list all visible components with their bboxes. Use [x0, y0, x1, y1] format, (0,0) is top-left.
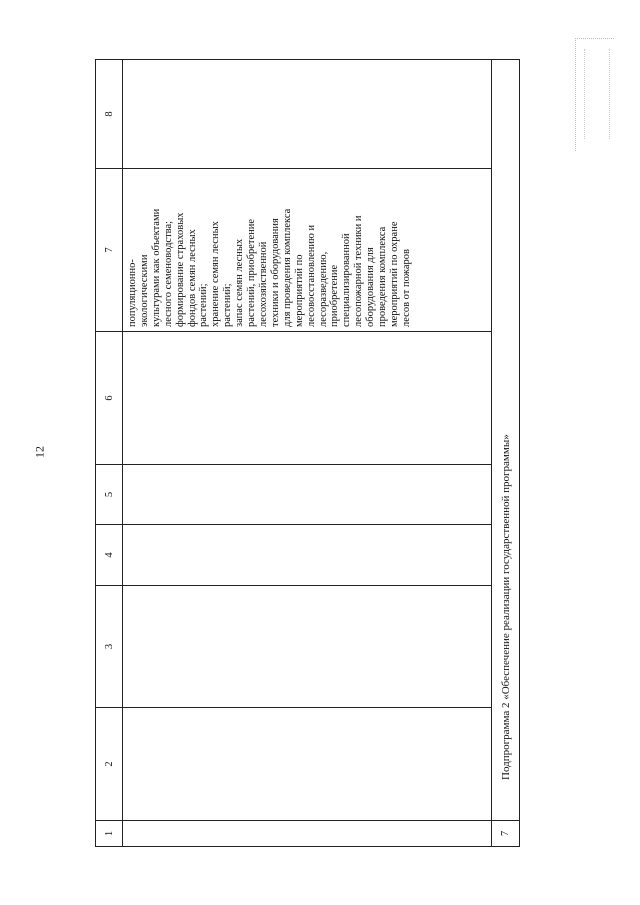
- rotated-table-inner: [95, 60, 520, 847]
- text-line: формирование страховых: [174, 212, 186, 327]
- text-line: оборудования для: [365, 247, 377, 327]
- program-table: [95, 59, 520, 847]
- text-line: фондов семян лесных: [186, 229, 198, 327]
- text-line: лесного семеноводства;: [162, 220, 174, 327]
- subprogram-number: 7: [492, 821, 520, 847]
- text-line: лесоразведению,: [317, 251, 329, 327]
- column7-text: [123, 169, 413, 331]
- column-number-row: [96, 60, 123, 847]
- cell-col-3: [123, 586, 492, 708]
- cell-col-4: [123, 525, 492, 586]
- text-line: лесохозяйственной: [257, 241, 269, 327]
- column-number-4: 4: [96, 525, 123, 586]
- text-line: техники и оборудования: [269, 218, 281, 327]
- text-line: лесовосстановлению и: [305, 224, 317, 327]
- column-number-2: 2: [96, 708, 123, 821]
- cell-col-1: [123, 821, 492, 847]
- rotated-table-container: [95, 60, 520, 847]
- cell-col-5: [123, 465, 492, 525]
- cell-col-7: [123, 169, 492, 332]
- text-line: запас семян лесных: [234, 238, 246, 327]
- cell-col-8: [123, 60, 492, 169]
- table-row: [123, 60, 492, 847]
- subprogram-row: [492, 60, 520, 847]
- text-line: мероприятий по: [293, 254, 305, 327]
- text-line: для проведения комплекса: [281, 208, 293, 327]
- column-number-6: 6: [96, 332, 123, 465]
- text-line: специализированной: [341, 233, 353, 327]
- column-number-3: 3: [96, 586, 123, 708]
- scan-artifact: [575, 38, 614, 151]
- text-line: растений, приобретение: [246, 218, 258, 327]
- text-line: растений;: [198, 283, 210, 327]
- text-line: мероприятий по охране: [388, 221, 400, 327]
- text-line: приобретение: [329, 264, 341, 327]
- text-line: экологическими: [138, 254, 150, 327]
- page-number: 12: [32, 446, 47, 458]
- column-number-8: 8: [96, 60, 123, 169]
- text-line: растений;: [222, 283, 234, 327]
- column-number-1: 1: [96, 821, 123, 847]
- cell-col-2: [123, 708, 492, 821]
- cell-col-6: [123, 332, 492, 465]
- text-line: культурами как объектами: [150, 208, 162, 327]
- column-number-7: 7: [96, 169, 123, 332]
- subprogram-title: Подпрограмма 2 «Обеспечение реализации государственной программы»: [492, 60, 520, 821]
- text-line: лесов от пожаров: [400, 249, 412, 327]
- text-line: популяционно-: [127, 259, 138, 327]
- text-line: хранение семян лесных: [210, 221, 222, 327]
- column-number-5: 5: [96, 465, 123, 525]
- text-line: лесопожарной техники и: [353, 215, 365, 327]
- text-line: проведения комплекса: [377, 226, 389, 327]
